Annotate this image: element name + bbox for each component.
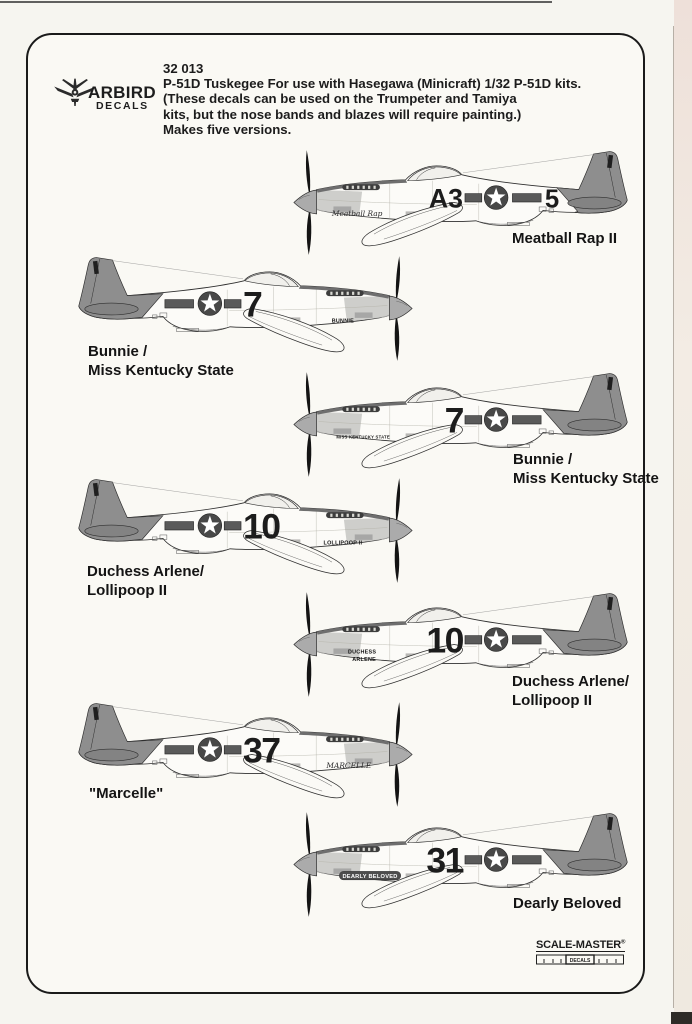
spinner bbox=[294, 412, 317, 436]
fuselage-code: 10 bbox=[426, 620, 463, 661]
header-text bbox=[163, 61, 603, 137]
spinner bbox=[294, 852, 317, 876]
horizontal-stabilizer bbox=[568, 639, 621, 651]
brand-wordmark: ARBIRD bbox=[88, 83, 156, 102]
header-line: (These decals can be used on the Trumpeter and Tamiya bbox=[163, 91, 517, 107]
fuselage-code: 37 bbox=[243, 730, 280, 771]
ruler-label: DECALS bbox=[569, 958, 591, 964]
nose-art: DEARLY BELOVED bbox=[342, 873, 398, 880]
exhaust-stacks bbox=[342, 406, 380, 412]
scan-corner-mark bbox=[671, 1012, 692, 1024]
spinner bbox=[389, 518, 412, 542]
fuselage-code: 7 bbox=[444, 400, 463, 441]
product-code: 32 013 bbox=[163, 61, 204, 76]
horizontal-stabilizer bbox=[85, 303, 138, 315]
header-line: Makes five versions. bbox=[163, 121, 292, 137]
exhaust-stacks bbox=[326, 736, 364, 742]
spinner bbox=[389, 296, 412, 320]
antenna-wire bbox=[463, 154, 597, 173]
nose-art: LOLLIPOOP II bbox=[323, 540, 363, 547]
spinner bbox=[294, 632, 317, 656]
brand-subtitle: DECALS bbox=[96, 100, 149, 112]
aircraft-caption: Duchess Arlene/ Lollipoop II bbox=[87, 563, 204, 599]
registered-mark: ® bbox=[621, 939, 626, 946]
warbird-decals-logo bbox=[52, 74, 172, 120]
horizontal-stabilizer bbox=[568, 859, 621, 871]
antenna-wire bbox=[463, 816, 597, 835]
antenna-wire bbox=[109, 260, 243, 279]
header-line: P-51D Tuskegee For use with Hasegawa (Minicraft) 1/32 P-51D kits. bbox=[163, 76, 582, 92]
aircraft-caption: Duchess Arlene/ Lollipoop II bbox=[512, 673, 629, 709]
horizontal-stabilizer bbox=[85, 525, 138, 537]
aircraft-caption: "Marcelle" bbox=[89, 785, 164, 802]
nose-art: DUCHESS bbox=[347, 649, 377, 656]
footer-brand: SCALE-MASTER bbox=[536, 939, 621, 951]
nose-art: MARCELLE bbox=[326, 760, 372, 770]
horizontal-stabilizer bbox=[85, 749, 138, 761]
horizontal-stabilizer bbox=[568, 419, 621, 431]
antenna-wire bbox=[463, 596, 597, 615]
nose-art: Meatball Rap bbox=[331, 208, 383, 218]
antenna-wire bbox=[109, 706, 243, 725]
exhaust-stacks bbox=[342, 626, 380, 632]
spinner bbox=[389, 742, 412, 766]
aircraft-caption: Bunnie / Miss Kentucky State bbox=[88, 343, 234, 379]
fuselage-code-aft: 5 bbox=[544, 185, 560, 214]
exhaust-stacks bbox=[342, 184, 380, 190]
nose-art: BUNNIE bbox=[331, 318, 355, 325]
ruler-icon bbox=[536, 954, 624, 965]
scale-master-logo bbox=[536, 935, 636, 965]
nose-art: MISS KENTUCKY STATE bbox=[336, 434, 390, 440]
spinner bbox=[294, 190, 317, 214]
aircraft-caption: Meatball Rap II bbox=[512, 230, 618, 247]
fuselage-code: 7 bbox=[243, 284, 262, 325]
exhaust-stacks bbox=[342, 846, 380, 852]
scan-background-strip bbox=[674, 0, 692, 1024]
nose-art: ARLENE bbox=[352, 656, 376, 663]
horizontal-stabilizer bbox=[568, 197, 621, 209]
aircraft-caption: Dearly Beloved bbox=[513, 895, 622, 912]
exhaust-stacks bbox=[326, 290, 364, 296]
fuselage-code: 31 bbox=[426, 840, 463, 881]
page-edge-line bbox=[673, 26, 674, 1008]
scan-top-line bbox=[0, 1, 552, 3]
exhaust-stacks bbox=[326, 512, 364, 518]
fuselage-code: A3 bbox=[428, 183, 463, 214]
header-line: kits, but the nose bands and blazes will require painting.) bbox=[163, 106, 522, 122]
aircraft-caption: Bunnie / Miss Kentucky State bbox=[513, 451, 659, 487]
antenna-wire bbox=[109, 482, 243, 501]
antenna-wire bbox=[463, 376, 597, 395]
fuselage-code: 10 bbox=[243, 506, 280, 547]
